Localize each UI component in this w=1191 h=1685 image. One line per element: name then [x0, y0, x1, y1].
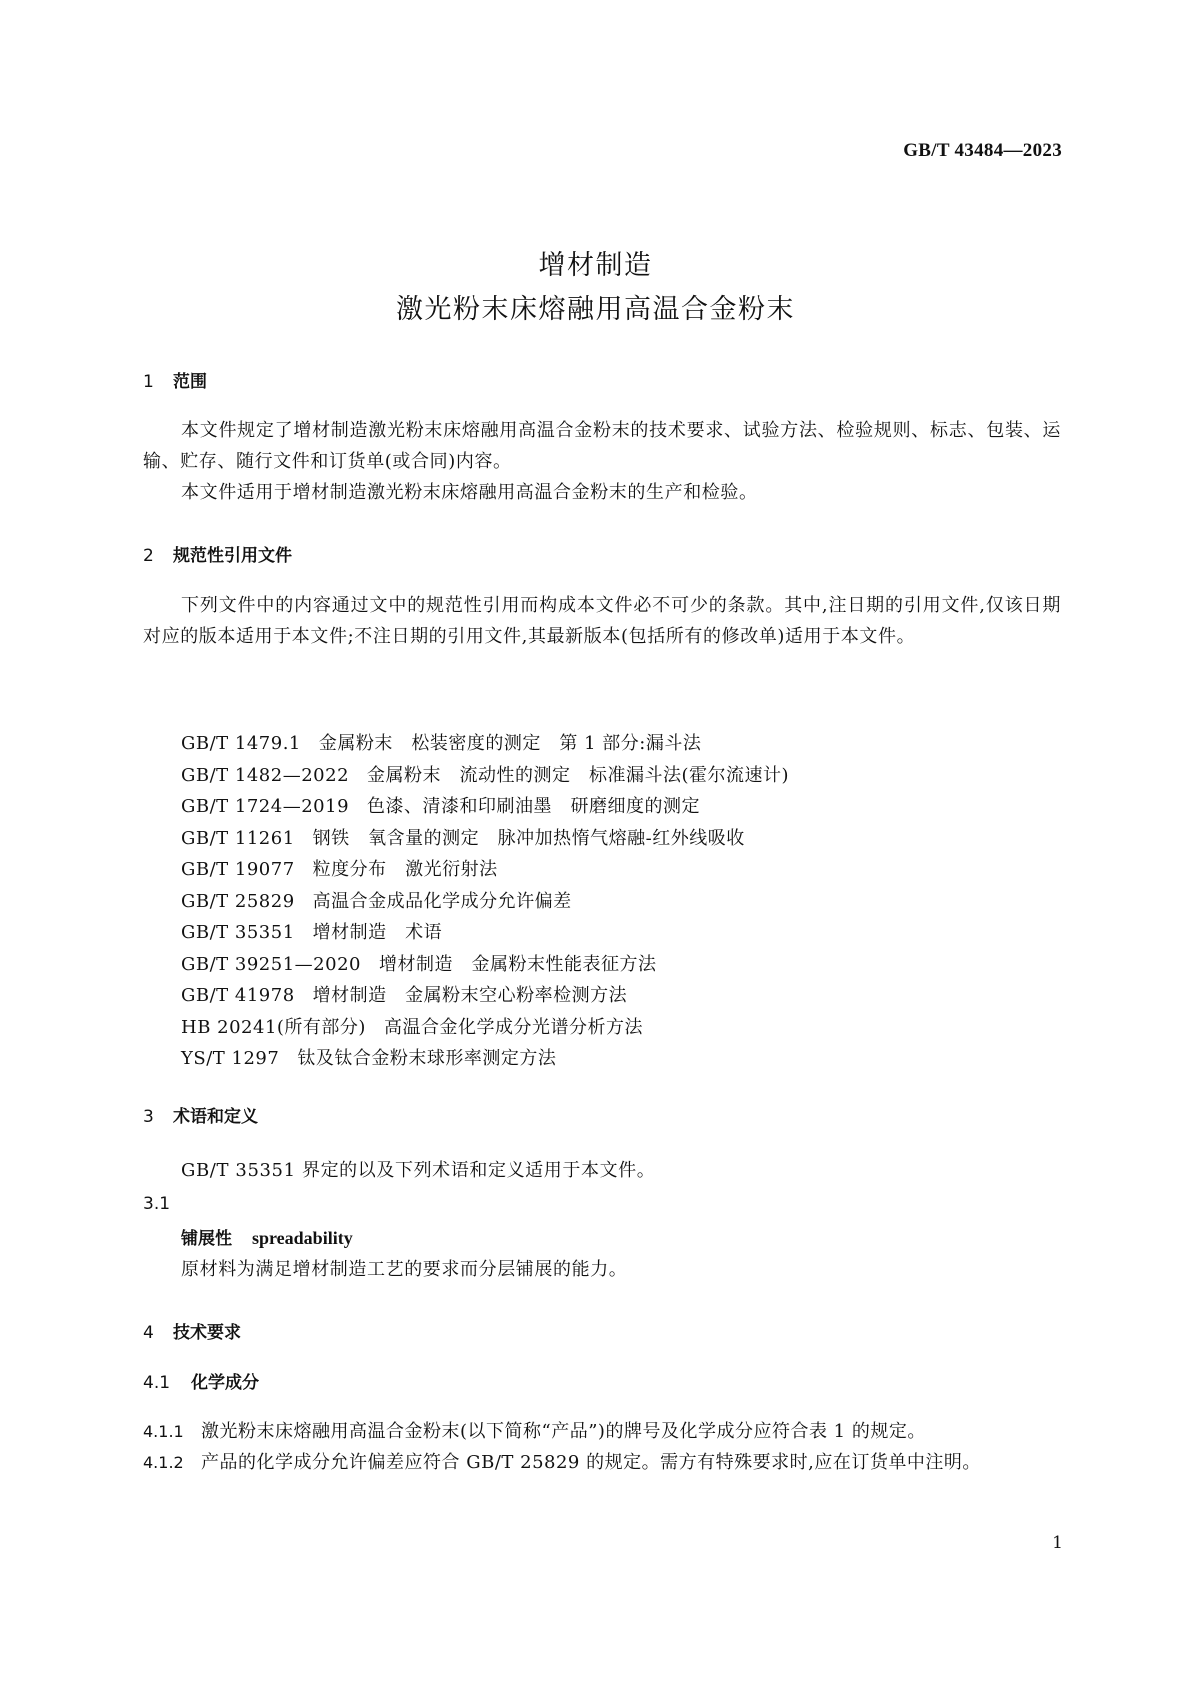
- reference-title: 高温合金成品化学成分允许偏差: [312, 890, 572, 912]
- clause-text: 产品的化学成分允许偏差应符合 GB/T 25829 的规定。需方有特殊要求时,应在订货单中注明。: [201, 1452, 981, 1473]
- document-title-line-1: 增材制造: [538, 250, 653, 281]
- reference-item: [181, 1012, 789, 1044]
- section-heading-normative-references: [143, 541, 292, 566]
- standard-code: GB/T 43484—2023: [903, 140, 1062, 161]
- references-intro: 下列文件中的内容通过文中的规范性引用而构成本文件必不可少的条款。其中,注日期的引用文件,仅该日期对应的版本适用于本文件;不注日期的引用文件,其最新版本(包括所有的修改单)适用于本文件。: [143, 595, 1061, 647]
- reference-item: [181, 1043, 789, 1075]
- subsection-number: 4.1: [143, 1373, 171, 1393]
- clause-4-1-1: [143, 1417, 926, 1443]
- reference-title: 钢铁 氧含量的测定 脉冲加热惰气熔融-红外线吸收: [312, 827, 745, 849]
- reference-code: GB/T 1482—2022: [181, 764, 350, 786]
- section-heading-technical-requirements: [143, 1318, 241, 1343]
- reference-item: [181, 980, 789, 1012]
- section-number: 3: [143, 1107, 154, 1127]
- scope-paragraph-1: 本文件规定了增材制造激光粉末床熔融用高温合金粉末的技术要求、试验方法、检验规则、标志、包装、运输、贮存、随行文件和订货单(或合同)内容。: [143, 420, 1061, 472]
- reference-code: GB/T 11261: [181, 827, 295, 849]
- section-title: 规范性引用文件: [173, 546, 292, 566]
- subsection-heading-chemical-composition: [143, 1368, 259, 1393]
- clause-number: 4.1.2: [143, 1453, 184, 1472]
- document-title-line-2: 激光粉末床熔融用高温合金粉末: [396, 294, 795, 325]
- reference-title: 增材制造 金属粉末性能表征方法: [378, 953, 657, 975]
- clause-number: 4.1.1: [143, 1422, 184, 1441]
- reference-list: [181, 728, 789, 1075]
- section-title: 范围: [173, 372, 207, 392]
- section-title: 技术要求: [173, 1323, 241, 1343]
- reference-title: 增材制造 金属粉末空心粉率检测方法: [312, 985, 628, 1006]
- reference-code: GB/T 41978: [181, 985, 295, 1006]
- term-name-cn: 铺展性: [181, 1229, 232, 1249]
- section-heading-scope: [143, 367, 207, 392]
- reference-code: GB/T 39251—2020: [181, 953, 361, 975]
- terms-intro: GB/T 35351 界定的以及下列术语和定义适用于本文件。: [181, 1160, 656, 1181]
- reference-code: GB/T 1724—2019: [181, 796, 350, 817]
- reference-code: GB/T 25829: [181, 890, 295, 912]
- clause-text: 激光粉末床熔融用高温合金粉末(以下简称“产品”)的牌号及化学成分应符合表 1 的规定。: [201, 1421, 926, 1442]
- reference-item: [181, 791, 789, 823]
- reference-title: 钛及钛合金粉末球形率测定方法: [297, 1048, 557, 1069]
- term-number: 3.1: [143, 1194, 171, 1214]
- reference-item: [181, 823, 789, 855]
- reference-item: [181, 886, 789, 918]
- subsection-title: 化学成分: [191, 1373, 259, 1393]
- scope-paragraph-2: 本文件适用于增材制造激光粉末床熔融用高温合金粉末的生产和检验。: [181, 482, 758, 503]
- reference-item: [181, 949, 789, 981]
- section-title: 术语和定义: [173, 1107, 258, 1127]
- section-number: 1: [143, 372, 154, 392]
- reference-item: [181, 728, 789, 760]
- reference-item: [181, 760, 789, 792]
- reference-title: 金属粉末 流动性的测定 标准漏斗法(霍尔流速计): [367, 764, 790, 786]
- reference-title: 粒度分布 激光衍射法: [312, 859, 498, 880]
- section-number: 2: [143, 546, 154, 566]
- section-heading-terms-definitions: [143, 1102, 258, 1127]
- reference-item: [181, 917, 789, 949]
- reference-title: 色漆、清漆和印刷油墨 研磨细度的测定: [367, 796, 701, 817]
- reference-item: [181, 854, 789, 886]
- reference-code: GB/T 35351: [181, 922, 295, 943]
- term-entry: [181, 1224, 353, 1249]
- reference-title: 增材制造 术语: [312, 922, 443, 943]
- reference-code: YS/T 1297: [181, 1048, 280, 1069]
- page-number: 1: [1052, 1533, 1063, 1553]
- reference-code: GB/T 19077: [181, 859, 295, 880]
- reference-code: GB/T 1479.1: [181, 733, 301, 754]
- section-number: 4: [143, 1323, 154, 1343]
- term-name-en: spreadability: [252, 1228, 353, 1248]
- reference-title: 高温合金化学成分光谱分析方法: [383, 1016, 643, 1038]
- reference-title: 金属粉末 松装密度的测定 第 1 部分:漏斗法: [318, 733, 702, 754]
- term-definition: 原材料为满足增材制造工艺的要求而分层铺展的能力。: [181, 1259, 628, 1280]
- clause-4-1-2: [143, 1448, 981, 1474]
- reference-code: HB 20241(所有部分): [181, 1016, 366, 1038]
